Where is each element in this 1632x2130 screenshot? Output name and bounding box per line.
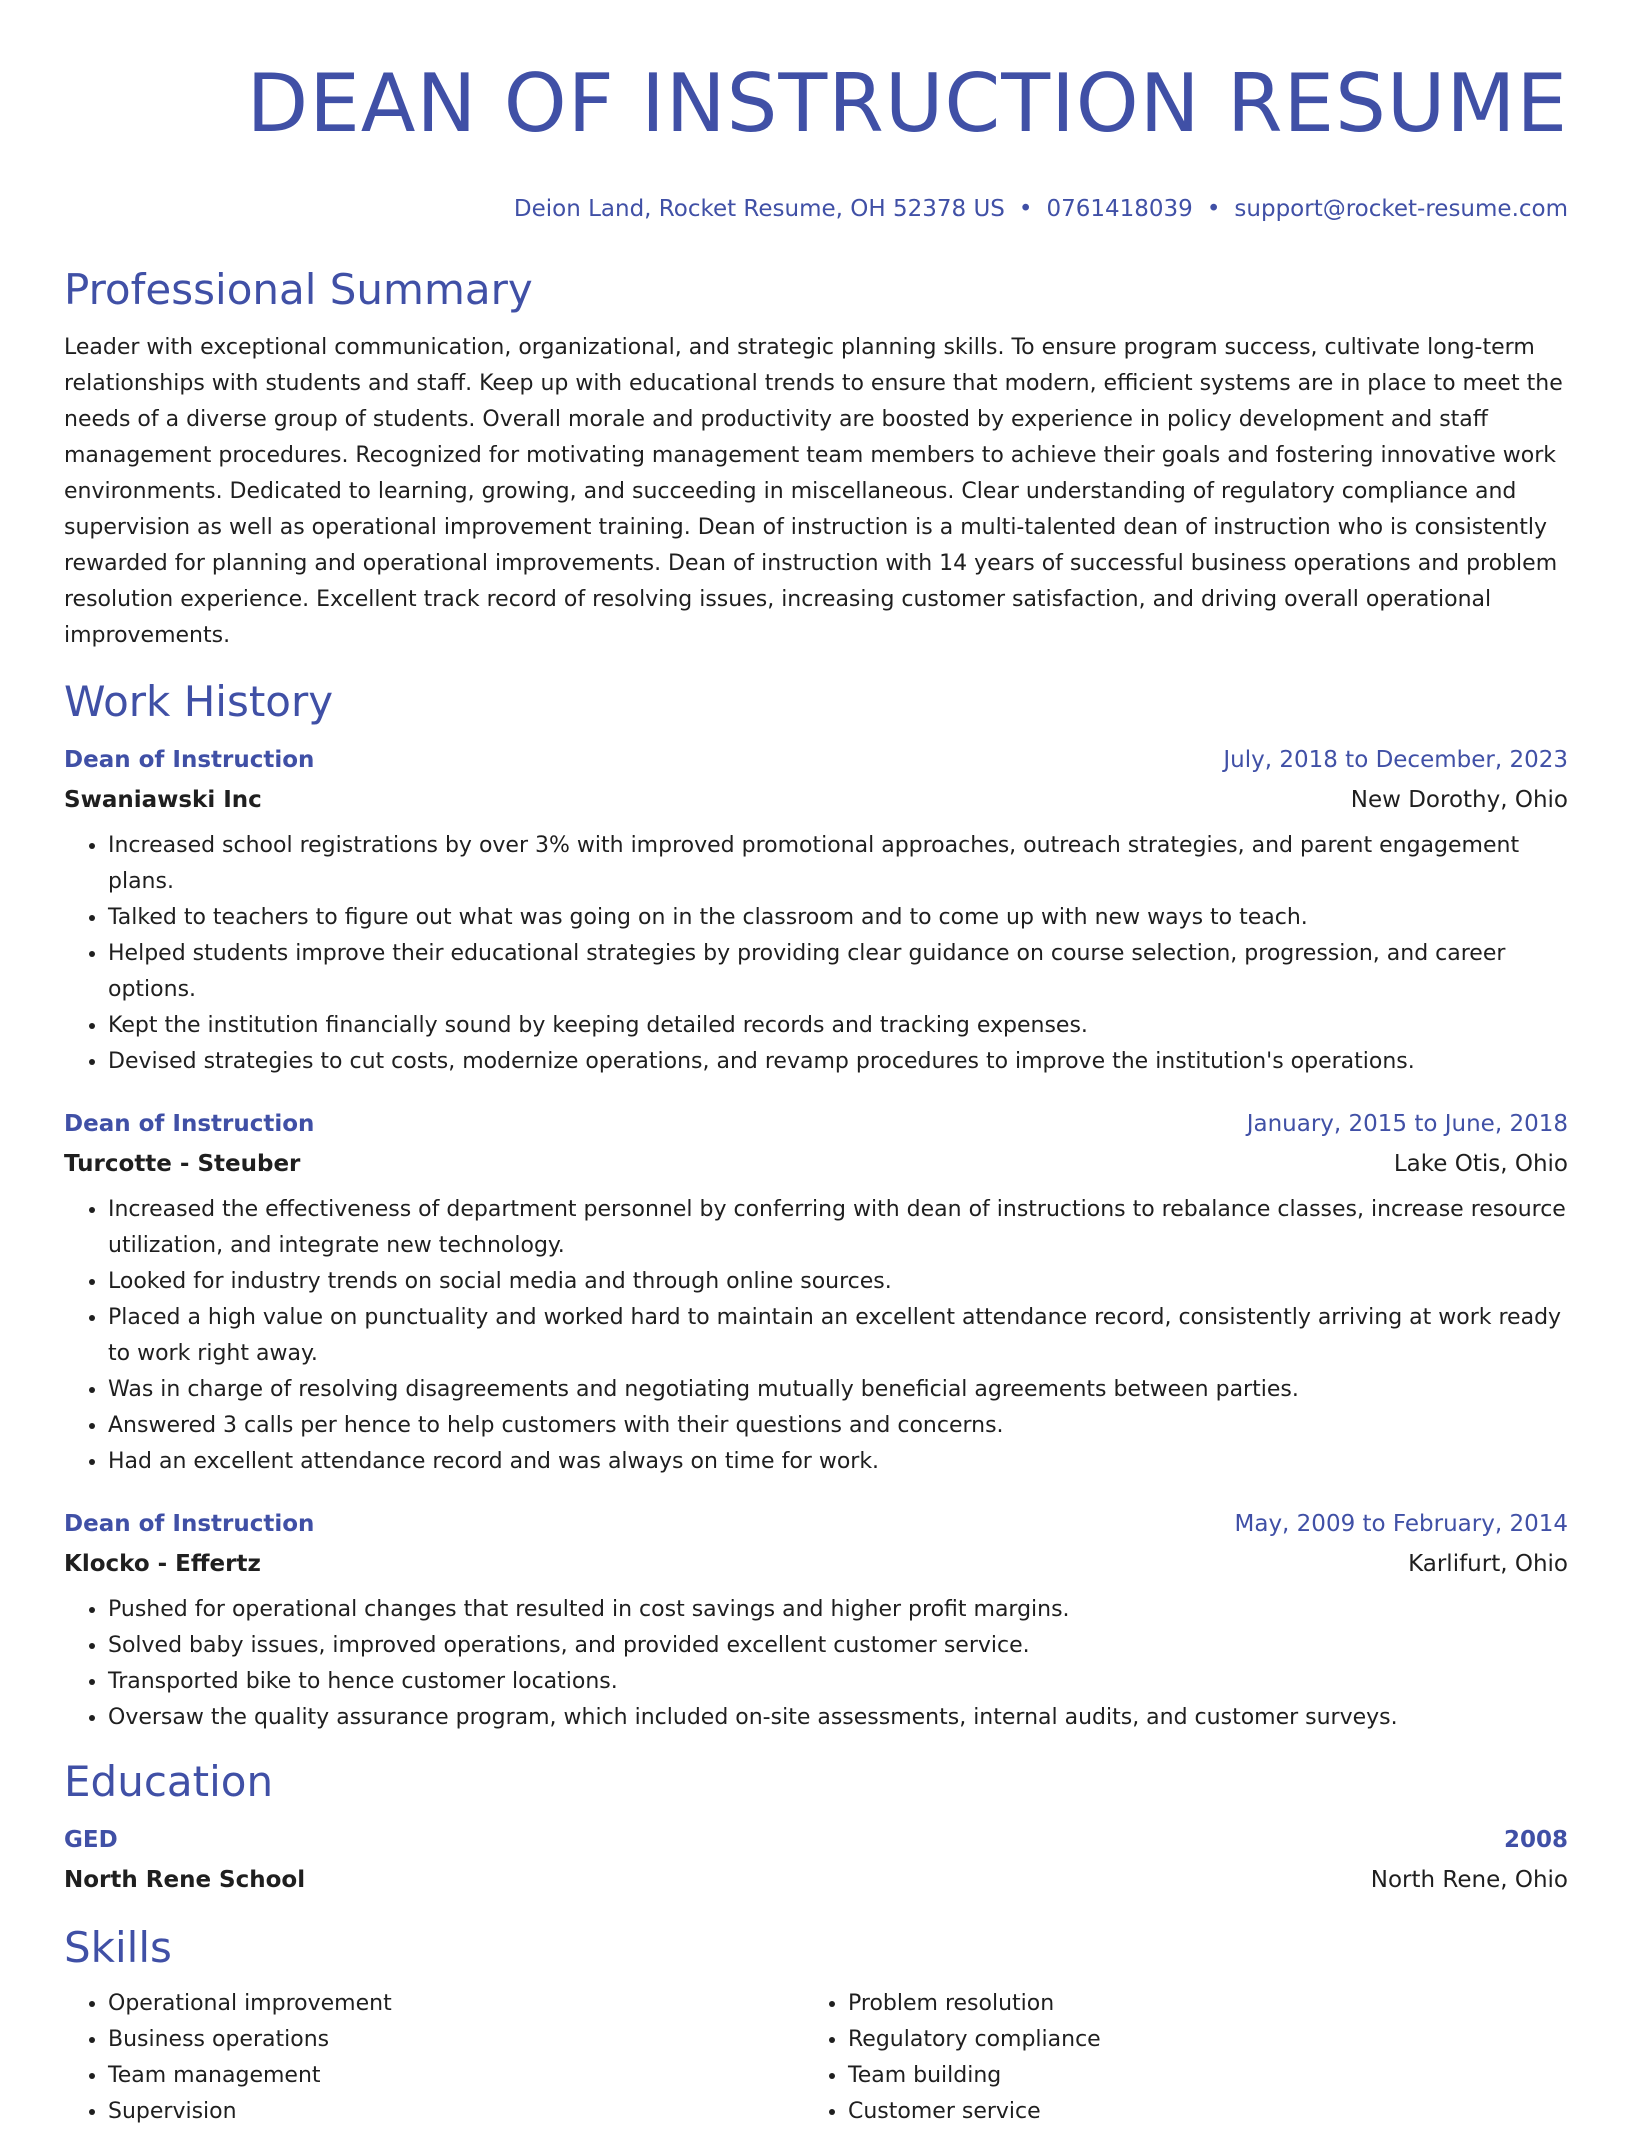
skill-item: • Team building (848, 2058, 1544, 2094)
resume-page (64, 0, 1568, 2130)
job-bullet: • Had an excellent attendance record and was always on time for work. (108, 1444, 1568, 1480)
job-bullets (64, 1592, 1568, 1736)
education-degree: GED (64, 1827, 118, 1853)
job-bullet: • Talked to teachers to figure out what was going on in the classroom and to come up with new ways to teach. (108, 900, 1568, 936)
contact-phone: 0761418039 (1046, 196, 1193, 222)
section-title-summary: Professional Summary (64, 265, 533, 314)
job-bullets (64, 828, 1568, 1080)
skill-item: • Customer service (848, 2094, 1544, 2130)
job-location: New Dorothy, Ohio (1350, 787, 1568, 813)
job-company: Swaniawski Inc (64, 787, 262, 813)
job-entry (64, 1508, 1568, 1736)
contact-address: Deion Land, Rocket Resume, OH 52378 US (513, 196, 1005, 222)
job-dates: July, 2018 to December, 2023 (1223, 747, 1568, 773)
resume-title: DEAN OF INSTRUCTION RESUME (246, 57, 1568, 150)
contact-email: support@rocket-resume.com (1234, 196, 1568, 222)
job-location: Karlifurt, Ohio (1408, 1551, 1568, 1577)
job-bullet: • Solved baby issues, improved operations, and provided excellent customer service. (108, 1628, 1568, 1664)
skill-item: • Supervision (108, 2094, 804, 2130)
skill-item: • Business operations (108, 2022, 804, 2058)
job-dates: May, 2009 to February, 2014 (1234, 1511, 1568, 1537)
job-role-row (64, 1108, 1568, 1140)
education-degree-row (64, 1824, 1568, 1856)
education-year: 2008 (1503, 1827, 1568, 1853)
section-title-skills: Skills (64, 1923, 172, 1972)
job-bullet: • Increased the effectiveness of department personnel by conferring with dean of instructions to rebalance classes, increase resource utilization, and integrate new technology. (108, 1192, 1568, 1264)
job-bullet: • Helped students improve their educational strategies by providing clear guidance on course selection, progression, and career options. (108, 936, 1568, 1008)
skill-item: • Operational improvement (108, 1986, 804, 2022)
education-location: North Rene, Ohio (1370, 1867, 1568, 1893)
skill-item: • Problem resolution (848, 1986, 1544, 2022)
skills-list-left (64, 1986, 804, 2130)
education-entry (64, 1824, 1568, 1896)
job-role-row (64, 1508, 1568, 1540)
job-role-row (64, 744, 1568, 776)
job-bullet: • Looked for industry trends on social media and through online sources. (108, 1264, 1568, 1300)
education-school: North Rene School (64, 1867, 306, 1893)
contact-line (64, 194, 1568, 224)
job-entry (64, 744, 1568, 1080)
job-bullet: • Devised strategies to cut costs, modernize operations, and revamp procedures to improve the institution's operations. (108, 1044, 1568, 1080)
job-dates: January, 2015 to June, 2018 (1246, 1111, 1568, 1137)
job-bullet: • Increased school registrations by over 3% with improved promotional approaches, outreach strategies, and parent engagement plans. (108, 828, 1568, 900)
job-bullet: • Kept the institution financially sound by keeping detailed records and tracking expenses. (108, 1008, 1568, 1044)
job-bullet: • Oversaw the quality assurance program, which included on-site assessments, internal audits, and customer surveys. (108, 1700, 1568, 1736)
job-location: Lake Otis, Ohio (1393, 1151, 1568, 1177)
job-bullet: • Placed a high value on punctuality and worked hard to maintain an excellent attendance record, consistently arriving at work ready to work right away. (108, 1300, 1568, 1372)
job-bullet: • Pushed for operational changes that resulted in cost savings and higher profit margins. (108, 1592, 1568, 1628)
job-role: Dean of Instruction (64, 747, 315, 773)
summary-text: Leader with exceptional communication, organizational, and strategic planning skills. To ensure program success, cultivate long-term relationships with students and staff. Keep up with educational trends to ensure that modern, efficient systems are in place to meet the needs of a diverse group of students. Overall morale and productivity are boosted by experience in policy development and staff management procedures. Recognized for motivating management team members to achieve their goals and fostering innovative work environments. Dedicated to learning, growing, and succeeding in miscellaneous. Clear understanding of regulatory compliance and supervision as well as operational improvement training. Dean of instruction is a multi-talented dean of instruction who is consistently rewarded for planning and operational improvements. Dean of instruction with 14 years of successful business operations and problem resolution experience. Excellent track record of resolving issues, increasing customer satisfaction, and driving overall operational improvements. (64, 335, 1563, 648)
job-company: Turcotte - Steuber (64, 1151, 301, 1177)
job-company: Klocko - Effertz (64, 1551, 261, 1577)
job-role: Dean of Instruction (64, 1511, 315, 1537)
job-bullets (64, 1192, 1568, 1480)
skill-item: • Team management (108, 2058, 804, 2094)
section-title-education: Education (64, 1757, 274, 1806)
section-title-work-history: Work History (64, 677, 334, 726)
job-bullet: • Was in charge of resolving disagreements and negotiating mutually beneficial agreements between parties. (108, 1372, 1568, 1408)
job-role: Dean of Instruction (64, 1111, 315, 1137)
job-company-row (64, 1148, 1568, 1180)
resume-header (64, 0, 1568, 224)
skills-columns (64, 1986, 1568, 2130)
job-company-row (64, 784, 1568, 816)
contact-separator: • (1018, 196, 1033, 222)
contact-separator: • (1206, 196, 1221, 222)
job-entry (64, 1108, 1568, 1480)
job-bullet: • Answered 3 calls per hence to help customers with their questions and concerns. (108, 1408, 1568, 1444)
job-company-row (64, 1548, 1568, 1580)
education-school-row (64, 1864, 1568, 1896)
skills-list-right (804, 1986, 1544, 2130)
job-bullet: • Transported bike to hence customer locations. (108, 1664, 1568, 1700)
skill-item: • Regulatory compliance (848, 2022, 1544, 2058)
